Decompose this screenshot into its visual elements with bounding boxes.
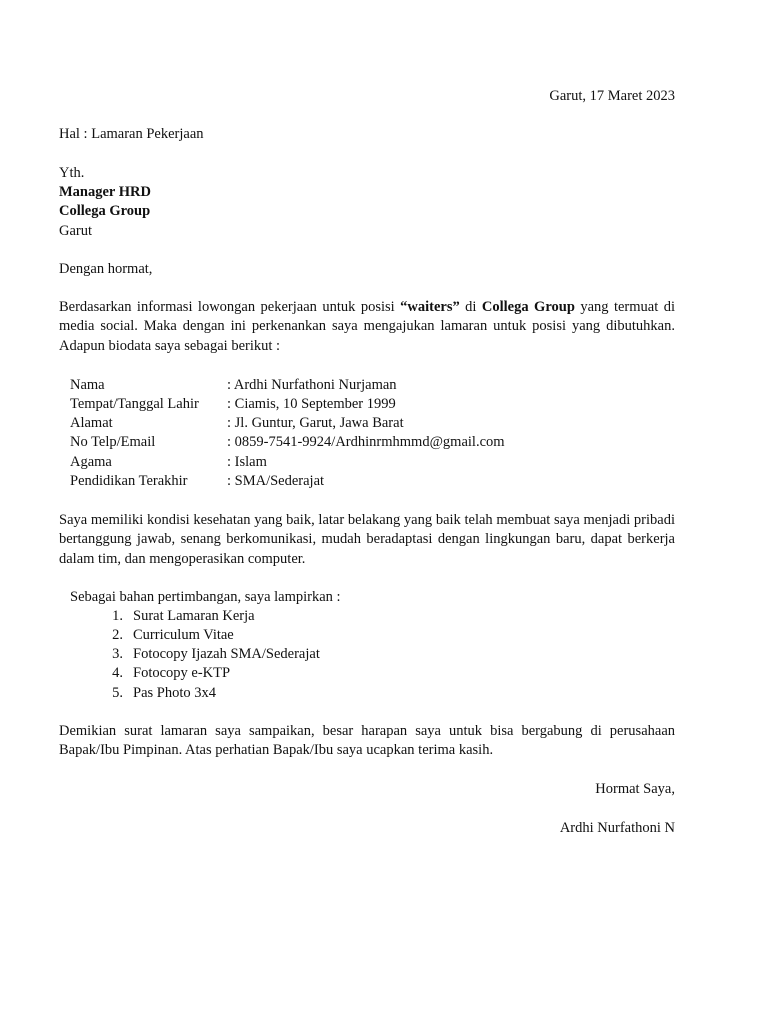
biodata-value: : Jl. Guntur, Garut, Jawa Barat: [227, 415, 404, 431]
intro-position: “waiters”: [400, 299, 460, 315]
biodata-label: Alamat: [70, 415, 113, 431]
attachment-item: Fotocopy e-KTP: [133, 665, 231, 681]
attachment-item: Surat Lamaran Kerja: [133, 608, 255, 624]
letter-date: Garut, 17 Maret 2023: [549, 88, 675, 104]
attachment-number: 5.: [112, 685, 123, 701]
biodata-value: : Ardhi Nurfathoni Nurjaman: [227, 377, 397, 393]
closing-paragraph: Demikian surat lamaran saya sampaikan, besar harapan saya untuk bisa bergabung di perusahaan Bapak/Ibu Pimpinan. Atas perhatian Bapak/Ibu saya ucapkan terima kasih.: [59, 723, 675, 759]
biodata-label: Agama: [70, 454, 112, 470]
attachment-number: 2.: [112, 627, 123, 643]
letter-page: [59, 0, 675, 1024]
biodata-label: No Telp/Email: [70, 434, 156, 450]
recipient-title: Manager HRD: [59, 184, 151, 200]
signoff: Hormat Saya,: [595, 781, 675, 797]
letter-subject: Hal : Lamaran Pekerjaan: [59, 126, 204, 142]
attachment-item: Fotocopy Ijazah SMA/Sederajat: [133, 646, 320, 662]
biodata-value: : SMA/Sederajat: [227, 473, 325, 489]
biodata-label: Nama: [70, 377, 105, 393]
intro-part1: Berdasarkan informasi lowongan pekerjaan untuk posisi: [59, 299, 401, 315]
greeting: Dengan hormat,: [59, 261, 153, 277]
biodata-value: : 0859-7541-9924/Ardhinrmhmmd@gmail.com: [227, 434, 505, 450]
biodata-value: : Islam: [227, 454, 267, 470]
attachment-number: 1.: [112, 608, 123, 624]
intro-paragraph: [59, 298, 675, 356]
qualification-paragraph: Saya memiliki kondisi kesehatan yang baik, latar belakang yang baik telah membuat saya menjadi pribadi bertanggung jawab, senang berkomunikasi, mudah beradaptasi dengan lingkungan baru, dapat berkerja dalam tim, dan mengoperasikan computer.: [59, 512, 675, 567]
recipient-salutation: Yth.: [59, 165, 85, 181]
recipient-city: Garut: [59, 223, 93, 239]
biodata-value: : Ciamis, 10 September 1999: [227, 396, 396, 412]
biodata-label: Tempat/Tanggal Lahir: [70, 396, 199, 412]
intro-company: Collega Group: [481, 299, 575, 315]
attachments-intro: Sebagai bahan pertimbangan, saya lampirkan :: [70, 589, 341, 605]
attachment-number: 4.: [112, 665, 123, 681]
attachment-number: 3.: [112, 646, 123, 662]
biodata-label: Pendidikan Terakhir: [70, 473, 188, 489]
signature-name: Ardhi Nurfathoni N: [559, 820, 675, 836]
intro-part2: di: [459, 299, 482, 315]
intro-part3: yang termuat di media social. Maka dengan ini perkenankan saya mengajukan lamaran untuk posisi yang dibutuhkan. Adapun biodata saya sebagai berikut :: [59, 299, 675, 354]
attachment-item: Curriculum Vitae: [133, 627, 234, 643]
attachment-item: Pas Photo 3x4: [133, 685, 216, 701]
recipient-company: Collega Group: [59, 203, 151, 219]
